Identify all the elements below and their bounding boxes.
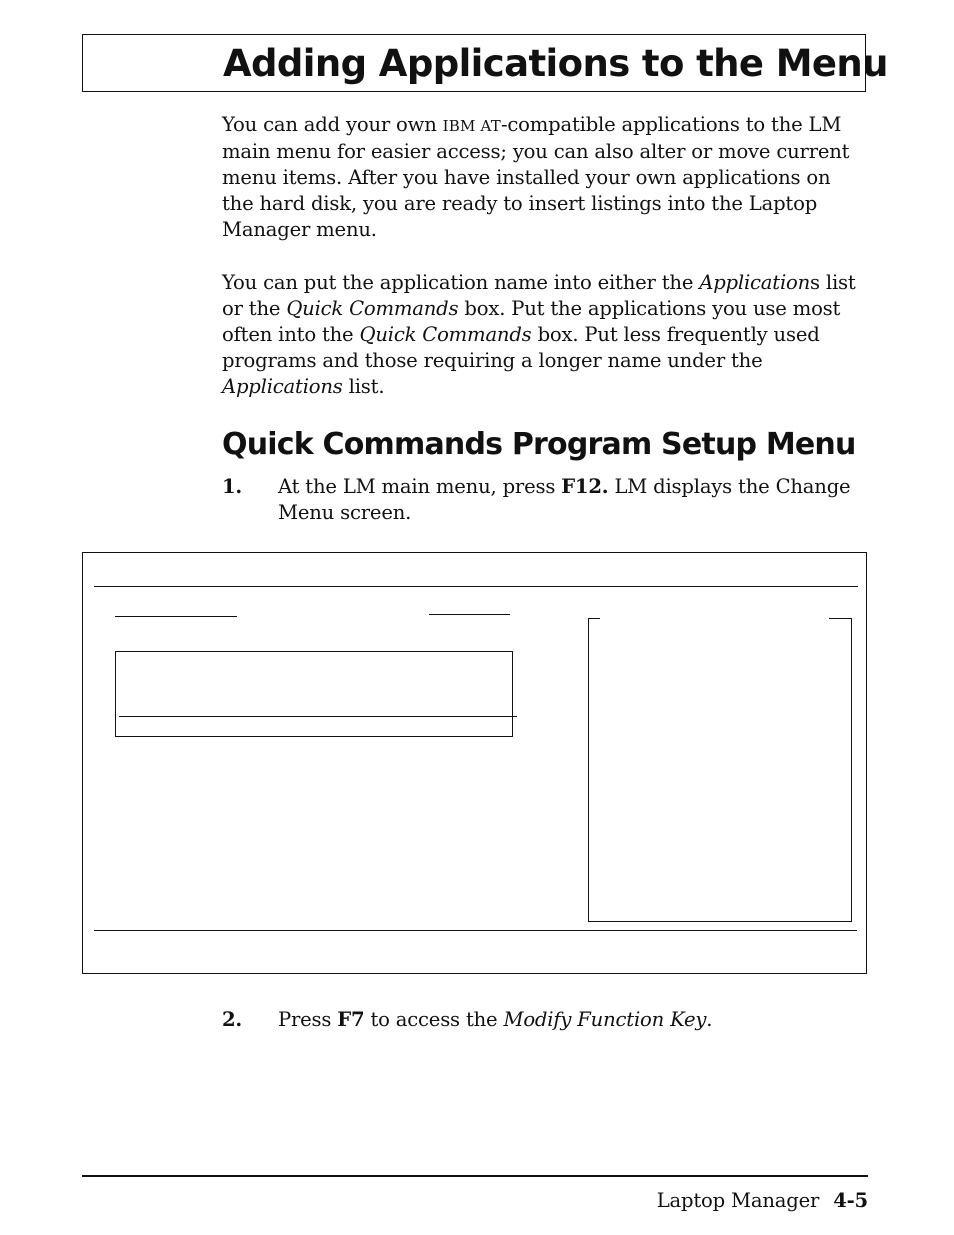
p2-text-1: You can put the application name into either the: [222, 271, 700, 294]
screen-input-box: [115, 651, 513, 737]
change-menu-screen-illustration: [82, 552, 867, 974]
screen-list-panel-top-left: [588, 618, 600, 619]
screen-label-underline-left: [115, 616, 237, 617]
footer-rule: [82, 1175, 868, 1177]
placement-paragraph: [222, 270, 862, 400]
step-1-text: [278, 474, 858, 526]
step-1-text-after: LM displays the Change Menu screen.: [278, 475, 851, 524]
screen-top-rule: [94, 586, 858, 587]
p2-quick-commands-italic-2: Quick Commands: [359, 323, 532, 346]
ibm-at-smallcaps: IBM AT: [442, 117, 501, 135]
title-box: [82, 34, 888, 92]
p2-quick-commands-italic-1: Quick Commands: [286, 297, 459, 320]
step-1-key: F12.: [561, 475, 609, 498]
p2-text-2: s list or the: [222, 271, 856, 320]
screen-label-underline-middle: [429, 614, 510, 615]
step-2-text-before: Press: [278, 1008, 338, 1031]
screen-list-panel: [588, 618, 852, 922]
screen-input-divider: [119, 716, 517, 717]
screen-list-panel-top-right: [829, 618, 852, 619]
page-footer: [657, 1187, 868, 1215]
step-2-text: [278, 1007, 858, 1033]
intro-text-1: You can add your own: [222, 113, 443, 136]
screen-bottom-rule: [94, 930, 857, 931]
step-2-italic: Modify Function Key: [503, 1008, 707, 1031]
step-1-number: 1.: [222, 475, 243, 498]
footer-page-number: 4-5: [833, 1189, 868, 1212]
step-2-key: F7: [337, 1008, 365, 1031]
step-2-text-middle: to access the: [364, 1008, 504, 1031]
step-2-text-after: .: [706, 1008, 713, 1031]
p2-text-3: box. Put the applications you use most often into the: [222, 297, 841, 346]
step-2-number: 2.: [222, 1008, 243, 1031]
p2-text-4: box. Put less frequently used programs and those requiring a longer name under the: [222, 323, 820, 372]
p2-text-5: list.: [342, 375, 385, 398]
section-heading: Quick Commands Program Setup Menu: [222, 427, 856, 462]
page-title: Adding Applications to the Menu: [223, 42, 888, 85]
p2-applications-italic: Application: [699, 271, 811, 294]
intro-text-2: -compatible applications to the LM main menu for easier access; you can also alter or move current menu items. After you have installed your own applications on the hard disk, you are ready to insert listings into the Laptop Manager menu.: [222, 113, 850, 241]
intro-paragraph: [222, 112, 862, 243]
footer-manual-name: Laptop Manager: [656, 1189, 820, 1212]
step-1-text-before: At the LM main menu, press: [278, 475, 562, 498]
p2-applications-italic-2: Applications: [222, 375, 343, 398]
